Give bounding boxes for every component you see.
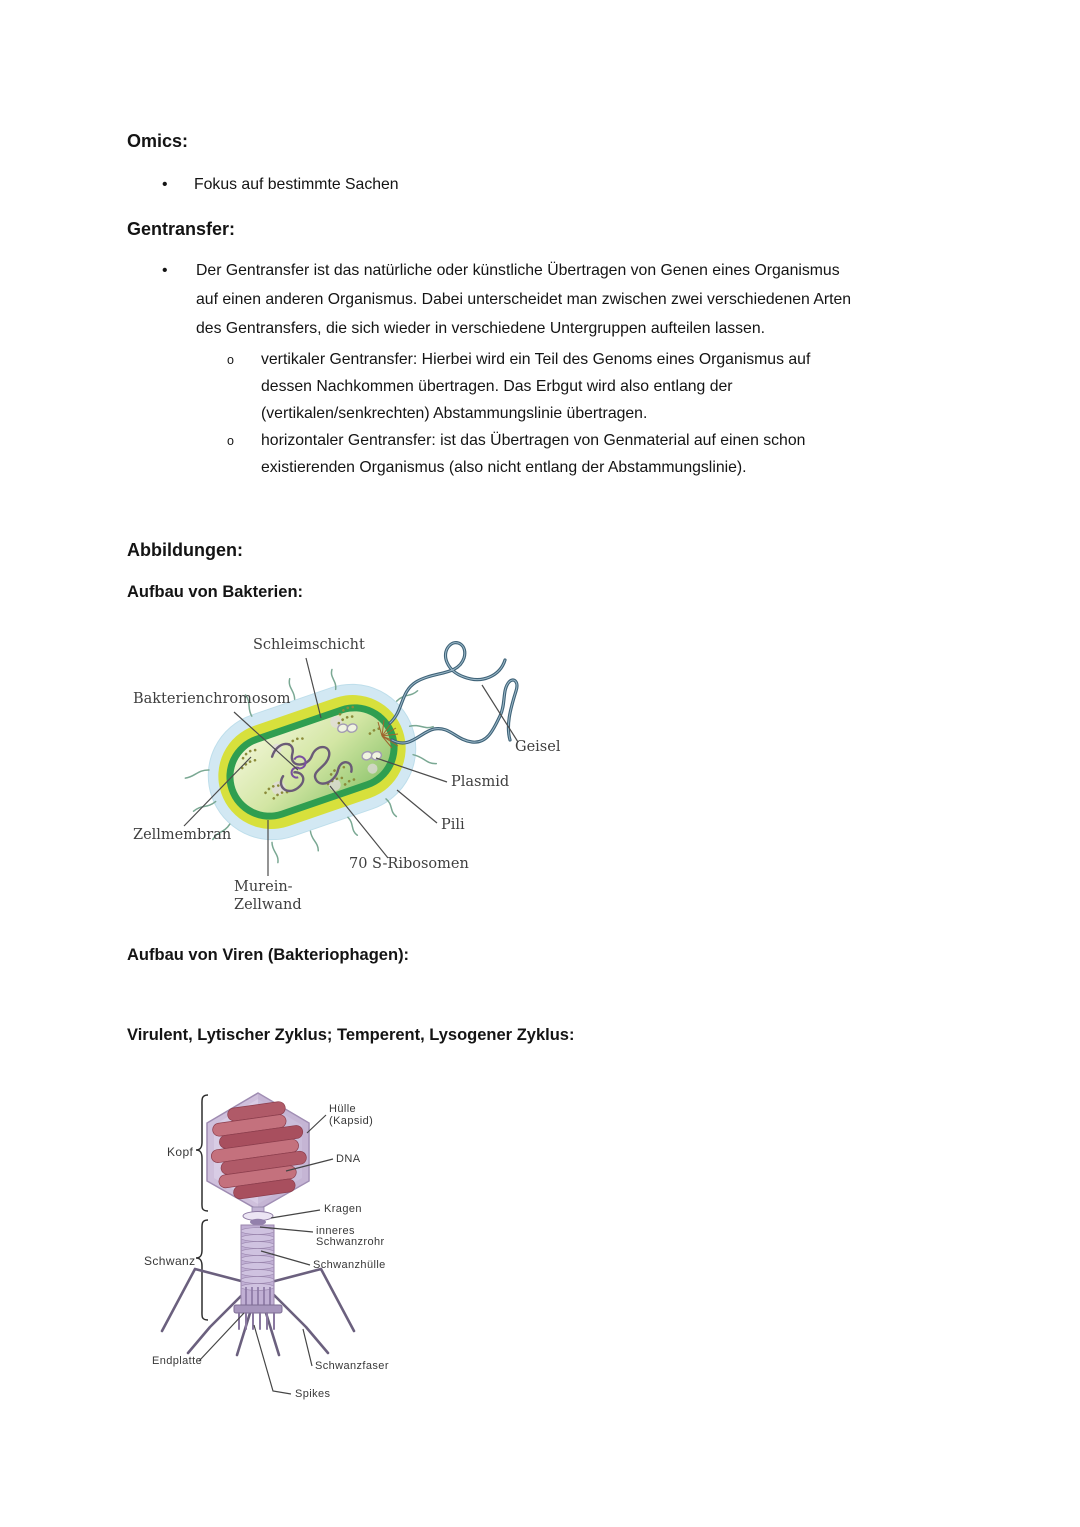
vertikal-text-line: vertikaler Gentransfer: Hierbei wird ein Teil des Genoms eines Organismus auf <box>261 351 811 368</box>
kopf-brace <box>196 1095 208 1211</box>
heading-gentransfer: Gentransfer: <box>127 219 236 239</box>
bacteria-artwork <box>120 628 600 928</box>
label-spikes: Spikes <box>295 1388 331 1400</box>
label-bakterienchromosom: Bakterienchromosom <box>133 691 291 707</box>
label-kragen: Kragen <box>324 1203 362 1215</box>
circle-marker: o <box>227 434 234 448</box>
label-schwanz: Schwanz <box>144 1254 196 1268</box>
label-schleimschicht: Schleimschicht <box>253 637 365 653</box>
horizontal-text-line: existierenden Organismus (also nicht entlang der Abstammungslinie). <box>261 459 747 476</box>
heading-zyklen: Virulent, Lytischer Zyklus; Temperent, Lysogener Zyklus: <box>127 1026 575 1044</box>
bacteriophage-diagram <box>140 1085 410 1415</box>
label-zellmembran: Zellmembran <box>133 827 232 843</box>
label-huelle-line1: Hülle <box>329 1103 357 1115</box>
gentransfer-text-line: des Gentransfers, die sich wieder in verschiedene Untergruppen aufteilen lassen. <box>196 320 766 337</box>
horizontal-text-line: horizontaler Gentransfer: ist das Übertragen von Genmaterial auf einen schon <box>261 432 806 449</box>
baseplate-shape <box>234 1305 282 1313</box>
braces <box>196 1095 208 1320</box>
omics-bullet-text: Fokus auf bestimmte Sachen <box>194 176 399 193</box>
label-schwanzhuelle: Schwanzhülle <box>313 1259 386 1271</box>
label-murein-line2: Zellwand <box>234 897 302 913</box>
label-endplatte: Endplatte <box>152 1355 203 1367</box>
inner-tube-top-shape <box>250 1219 266 1225</box>
label-dna: DNA <box>336 1153 361 1165</box>
label-plasmid: Plasmid <box>451 774 510 790</box>
gentransfer-text-line: auf einen anderen Organismus. Dabei unterscheidet man zwischen zwei verschiedenen Arten <box>196 291 852 308</box>
bullet-marker: • <box>162 176 168 193</box>
vertikal-text-line: (vertikalen/senkrechten) Abstammungslinie übertragen. <box>261 405 648 422</box>
heading-aufbau-bakterien: Aufbau von Bakterien: <box>127 583 304 601</box>
label-inneres-line2: Schwanzrohr <box>316 1236 385 1248</box>
heading-aufbau-viren: Aufbau von Viren (Bakteriophagen): <box>127 946 410 964</box>
label-kopf: Kopf <box>167 1145 194 1159</box>
bacteria-diagram <box>120 628 600 928</box>
heading-omics: Omics: <box>127 131 189 151</box>
label-huelle-line2: (Kapsid) <box>329 1115 374 1127</box>
heading-abbildungen: Abbildungen: <box>127 540 243 560</box>
label-murein-line1: Murein- <box>234 879 293 895</box>
vertikal-text-line: dessen Nachkommen übertragen. Das Erbgut wird also entlang der <box>261 378 733 395</box>
circle-marker: o <box>227 353 234 367</box>
label-schwanzfaser: Schwanzfaser <box>315 1360 389 1372</box>
gentransfer-text-line: Der Gentransfer ist das natürliche oder künstliche Übertragen von Genen eines Organismus <box>196 262 840 279</box>
tail-ribs <box>241 1228 274 1291</box>
bullet-marker: • <box>162 262 168 279</box>
label-inneres-line1: inneres <box>316 1225 355 1237</box>
label-pili: Pili <box>441 817 465 833</box>
label-geisel: Geisel <box>515 739 561 755</box>
label-ribosomen: 70 S-Ribosomen <box>349 856 469 872</box>
